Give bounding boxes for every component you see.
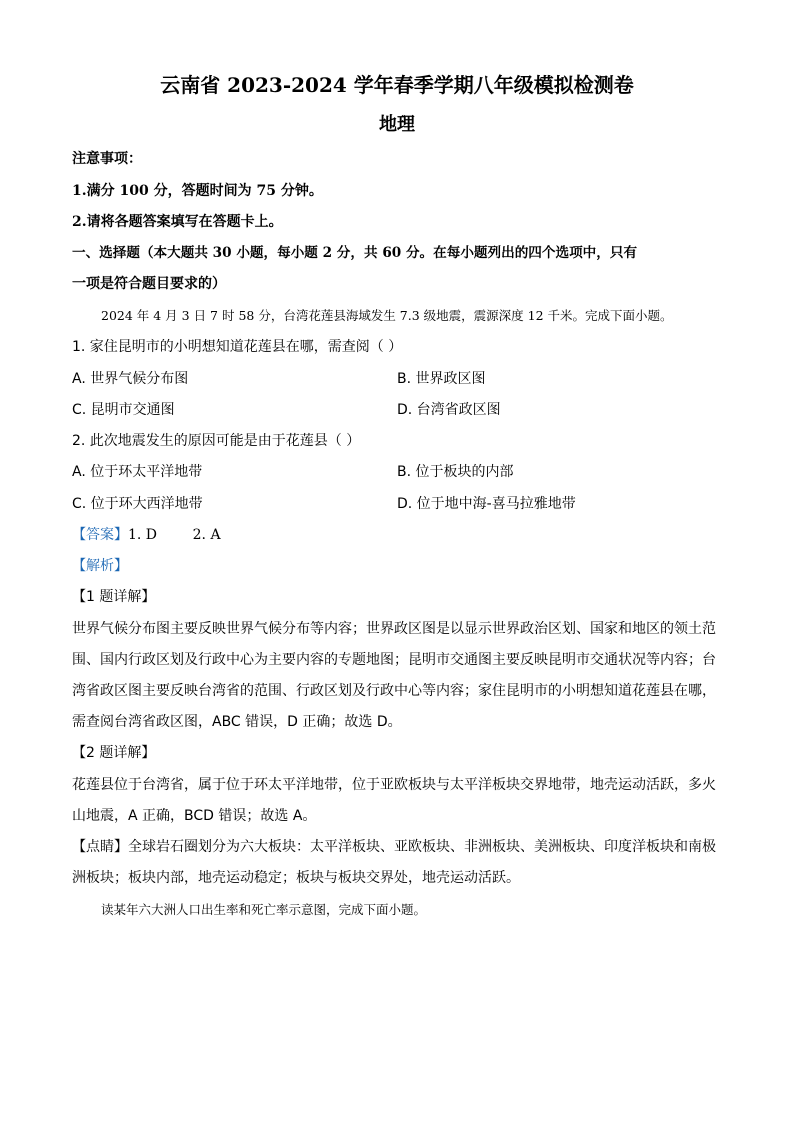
detail-2-tag: 【2 题详解】 (72, 745, 156, 761)
comment-tag: 【点睛】 (72, 839, 128, 855)
q2-option-a: A. 位于环太平洋地带 (72, 464, 203, 480)
note-item-2: 2.请将各题答案填写在答题卡上。 (72, 214, 283, 230)
q2-option-c: C. 位于环大西洋地带 (72, 496, 203, 512)
analysis-tag: 【解析】 (72, 558, 128, 574)
q2-option-b: B. 位于板块的内部 (397, 464, 514, 480)
section-heading-line2: 一项是符合题目要求的） (72, 276, 226, 292)
detail-2-line-2: 山地震，A 正确，BCD 错误；故选 A。 (72, 808, 317, 824)
detail-1-line-2: 围、国内行政区划及行政中心为主要内容的专题地图；昆明市交通图主要反映昆明市交通状况等内容；台 (72, 652, 716, 668)
detail-1-line-3: 湾省政区图主要反映台湾省的范围、行政区划及行政中心等内容；家住昆明市的小明想知道花莲县在哪， (72, 683, 716, 699)
detail-1-line-4: 需查阅台湾省政区图，ABC 错误，D 正确；故选 D。 (72, 714, 402, 730)
answer-tag: 【答案】 (72, 527, 128, 543)
question-2: 2. 此次地震发生的原因可能是由于花莲县（ ） (72, 433, 361, 449)
subject-title: 地理 (379, 114, 415, 135)
detail-2-line-1: 花莲县位于台湾省，属于位于环太平洋地带，位于亚欧板块与太平洋板块交界地带，地壳运动活跃，多火 (72, 777, 716, 793)
q1-option-c: C. 昆明市交通图 (72, 402, 175, 418)
comment-text-1: 全球岩石圈划分为六大板块：太平洋板块、亚欧板块、非洲板块、美洲板块、印度洋板块和南极 (128, 839, 716, 855)
q1-option-b: B. 世界政区图 (397, 371, 486, 387)
detail-1-line-1: 世界气候分布图主要反映世界气候分布等内容；世界政区图是以显示世界政治区划、国家和地区的领土范 (72, 621, 716, 637)
detail-1-tag: 【1 题详解】 (72, 589, 156, 605)
q1-option-d: D. 台湾省政区图 (397, 402, 501, 418)
exam-title: 云南省 2023-2024 学年春季学期八年级模拟检测卷 (160, 73, 634, 97)
question-stem-2: 读某年六大洲人口出生率和死亡率示意图，完成下面小题。 (101, 902, 427, 917)
note-item-1: 1.满分 100 分，答题时间为 75 分钟。 (72, 183, 323, 199)
answer-text: 1. D 2. A (128, 527, 221, 543)
answer-line (72, 525, 221, 545)
comment-line-2: 洲板块；板块内部，地壳运动稳定；板块与板块交界处，地壳运动活跃。 (72, 870, 520, 886)
question-1: 1. 家住昆明市的小明想知道花莲县在哪，需查阅（ ） (72, 339, 403, 355)
notes-heading: 注意事项： (72, 151, 142, 167)
comment-line-1 (72, 837, 716, 857)
question-stem-1: 2024 年 4 月 3 日 7 时 58 分，台湾花莲县海域发生 7.3 级地震，震源深度 12 千米。完成下面小题。 (101, 308, 673, 323)
section-heading-line1: 一、选择题（本大题共 30 小题，每小题 2 分，共 60 分。在每小题列出的四个选项中，只有 (72, 245, 638, 261)
q2-option-d: D. 位于地中海-喜马拉雅地带 (397, 496, 576, 512)
q1-option-a: A. 世界气候分布图 (72, 371, 189, 387)
